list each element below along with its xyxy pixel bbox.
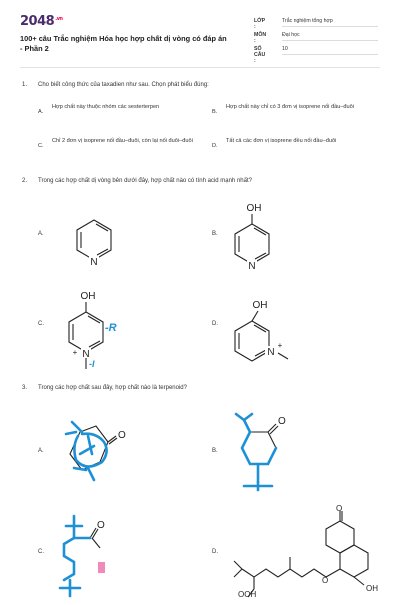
atom-n: N: [82, 349, 90, 360]
option-label: B.: [212, 109, 218, 115]
option-3c-label[interactable]: C.: [38, 549, 44, 555]
logo-suffix: .vn: [55, 15, 63, 22]
question-text: Cho biết công thức của taxadien như sau. Chọn phát biểu đúng:: [38, 82, 209, 88]
structure-coumarin-derivative: [226, 505, 386, 605]
atom-o: O: [336, 505, 343, 513]
atom-n: N: [267, 347, 275, 358]
option-text: Hợp chất này chỉ có 3 đơn vị isoprene nối đầu–đuôi: [226, 104, 354, 110]
atom-oh: OH: [80, 291, 96, 302]
option-label: D.: [212, 143, 218, 149]
structure-4-hydroxypyridine: [222, 198, 282, 278]
question-number: 3.: [22, 385, 28, 391]
meta-value: Đại học: [282, 32, 378, 41]
atom-oh: OH: [246, 203, 262, 214]
question-number: 2.: [22, 178, 28, 184]
option-label: C.: [38, 143, 44, 149]
question-text: Trong các hợp chất dị vòng bên dưới đây, hợp chất nào có tính acid mạnh nhất?: [38, 178, 252, 184]
charge-plus: +: [277, 341, 283, 350]
question-number: 1.: [22, 82, 28, 88]
atom-oh: OH: [252, 300, 268, 311]
option-2a-label[interactable]: A.: [38, 231, 44, 237]
meta-key: SỐ CÂU :: [254, 46, 266, 64]
option-3a-label[interactable]: A.: [38, 448, 44, 454]
atom-ooh: OOH: [238, 590, 257, 599]
structure-acyclic-ketone: [50, 512, 150, 602]
atom-n: N: [248, 261, 256, 272]
structure-camphor: [58, 412, 138, 492]
logo[interactable]: [20, 14, 62, 29]
header-divider: [20, 67, 380, 68]
atom-o: O: [278, 416, 286, 427]
question-text: Trong các hợp chất sau đây, hợp chất nào là terpenoid?: [38, 385, 187, 391]
charge-plus: +: [72, 348, 78, 357]
meta-key: MÔN :: [254, 32, 267, 44]
atom-o: O: [118, 430, 126, 441]
handwritten-r: -R: [105, 322, 117, 334]
structure-pyridine: [64, 212, 124, 272]
option-text: Chỉ 2 đơn vị isoprene nối đầu–đuôi, còn lại nối đuôi–đuôi: [52, 138, 193, 144]
option-text: Hợp chất này thuộc nhóm các sesterterpen: [52, 104, 160, 110]
page-title: 100+ câu Trắc nghiệm Hóa học hợp chất dị vòng có đáp án - Phần 2: [20, 34, 227, 53]
meta-key: LỚP :: [254, 18, 265, 30]
option-text: Tất cả các đơn vị isoprene đều nối đầu–đuôi: [226, 138, 337, 144]
atom-oh: OH: [366, 584, 378, 593]
meta-value: Trắc nghiệm tổng hợp: [282, 18, 378, 27]
option-3b-label[interactable]: B.: [212, 448, 218, 454]
structure-menthone-like: [222, 410, 302, 500]
highlight-mark: [98, 562, 105, 573]
handwritten-i: -I: [89, 359, 95, 369]
option-2d-label[interactable]: D.: [212, 321, 218, 327]
structure-pyridinium-annotated: [56, 285, 146, 375]
atom-o: O: [97, 520, 105, 531]
atom-n: N: [90, 257, 98, 268]
meta-value: 10: [282, 46, 378, 55]
option-3d-label[interactable]: D.: [212, 549, 218, 555]
option-label: A.: [38, 109, 44, 115]
structure-n-methylpyridinium: [222, 295, 302, 375]
option-2c-label[interactable]: C.: [38, 321, 44, 327]
atom-o: O: [322, 576, 329, 585]
option-2b-label[interactable]: B.: [212, 231, 218, 237]
logo-text: 2048: [20, 14, 55, 29]
